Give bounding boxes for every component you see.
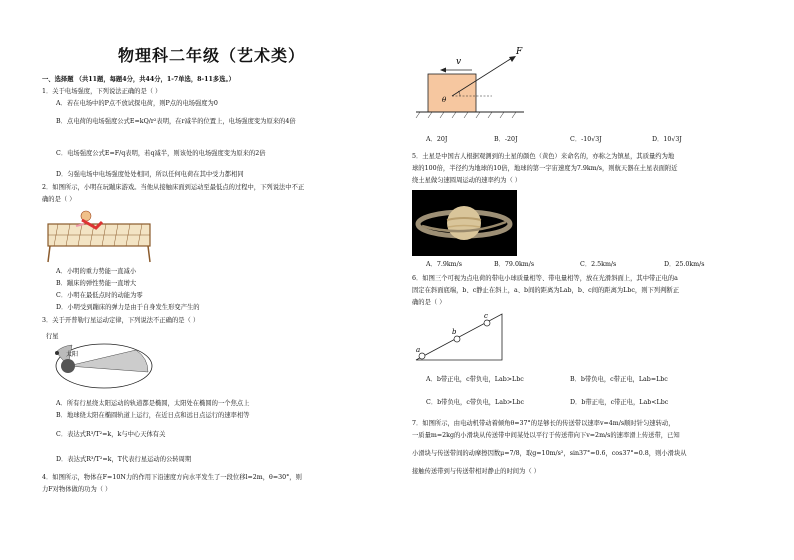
fig-theta-label: θ: [442, 96, 447, 104]
trampoline-figure: [44, 206, 154, 264]
q6-stem-line1: 6．如图三个可视为点电荷的带电小球质量相等、带电量相等，放在光滑斜面上，其中带正电的a: [412, 275, 678, 282]
q5-option-b: B．79.0km/s: [494, 261, 535, 268]
q4-stem-line2: 力F对物体做的功为（ ）: [42, 486, 112, 493]
fig-c-label: c: [484, 312, 488, 320]
q1-stem: 1．关于电场强度，下列说法正确的是（ ）: [42, 88, 162, 95]
fig-f-label: F: [516, 47, 523, 57]
q6-stem-line2: 固定在斜面底端，b、c静止在斜上，a、b间的距离为Lab，b、c间的距离为Lbc，则下列判断正: [412, 287, 679, 294]
q5-stem-line1: 5．土星是中国古人根据观测到的土星的颜色（黄色）来命名的，亦称之为镇星，其质量约为地: [412, 153, 675, 160]
saturn-image: [412, 190, 517, 256]
q4-stem-line1: 4．如图所示，物体在F=10N力的作用下沿速度方向水平发生了一段位移l=2m，θ=30°，则: [42, 474, 302, 481]
fig-sun-label: 太阳: [66, 351, 79, 358]
q4-option-b: B．-20J: [494, 136, 518, 143]
q2-option-b: B．蹦床的弹性势能一直增大: [56, 280, 137, 287]
q7-stem-line1: 7．如图所示，由电动机带动着倾角θ=37°的足够长的传送带以速率v=4m/s顺时针匀速转动，: [412, 420, 675, 427]
section-heading: 一、选择题 （共11题，每题4分，共44分，1-7单选，8-11多选。）: [42, 76, 235, 83]
q3-option-a: A．所有行星绕太阳运动的轨道都是椭圆，太阳处在椭圆的一个焦点上: [56, 400, 250, 407]
q6-option-a: A．b带正电，c带负电，Lab>Lbc: [426, 376, 524, 383]
q3-stem: 3．关于开普勒行星运动定律，下列说法不正确的是（ ）: [42, 317, 200, 324]
q1-option-a: A．若在电场中的P点不放试探电荷，则P点的电场强度为0: [56, 100, 218, 107]
q6-option-b: B．b带负电，c带正电，Lab=Lbc: [570, 376, 668, 383]
q5-stem-line2: 球的100倍，半径约为地球的10倍，地球的第一宇宙速度为7.9km/s，则航天器在土星表面附近: [412, 165, 678, 172]
q2-option-a: A．小明的重力势能一直减小: [56, 268, 137, 275]
q1-option-d: D．匀强电场中电场强度处处相同，所以任何电荷在其中受力都相同: [56, 171, 244, 178]
q7-stem-line4: 接触传送带到与传送带相对静止的时间为（ ）: [412, 468, 540, 475]
q4-option-a: A．20J: [426, 136, 448, 143]
q5-option-a: A．7.9km/s: [426, 261, 462, 268]
fig-a-label: a: [416, 346, 421, 354]
q3-option-c: C．表达式R³/T²=k，k与中心天体有关: [56, 431, 166, 438]
incline-charges-figure: [412, 308, 508, 364]
kepler-orbit-figure: [44, 328, 156, 392]
q6-option-c: C．b带负电，c带负电，Lab>Lbc: [426, 399, 525, 406]
q3-option-b: B．地球绕太阳在椭圆轨道上运行，在近日点和远日点运行的速率相等: [56, 412, 250, 419]
q5-stem-line3: 绕土星做匀速圆周运动的速率约为（ ）: [412, 177, 522, 184]
q2-option-c: C．小明在最低点时的动能为零: [56, 292, 143, 299]
q1-option-c: C．电场强度公式E=F/q表明，若q减半，则该处的电场强度变为原来的2倍: [56, 150, 266, 157]
q4-option-c: C．-10√3J: [570, 136, 602, 143]
q6-stem-line3: 确的是（ ）: [412, 299, 446, 306]
fig-b-label: b: [452, 328, 457, 336]
q2-stem-line1: 2．如图所示，小明在玩蹦床游戏。当他从接触床面到运动至最低点的过程中，下列说法中不正: [42, 184, 305, 191]
q5-option-d: D．25.0km/s: [664, 261, 705, 268]
q7-stem-line2: 一质量m=2kg的小滑块从传送带中间某处以平行于传送带向下v=2m/s的速率滑上传送带，已知: [412, 432, 680, 439]
q2-option-d: D．小明受到蹦床的弹力是由于自身发生形变产生的: [56, 304, 200, 311]
q4-option-d: D．10√3J: [652, 136, 682, 143]
fig-planet-label: 行星: [46, 333, 59, 340]
q6-option-d: D．b带正电，c带正电，Lab<Lbc: [570, 399, 669, 406]
q2-stem-line2: 确的是（ ）: [42, 196, 76, 203]
q5-option-c: C．2.5km/s: [580, 261, 617, 268]
page-title: 物理科二年级（艺术类）: [118, 46, 306, 65]
force-block-figure: [412, 44, 532, 124]
q7-stem-line3: 小滑块与传送带间的动摩擦因数μ=7/8，取g=10m/s²，sin37°=0.6，cos37°=0.8，则小滑块从: [412, 450, 687, 457]
q3-option-d: D．表达式R³/T²=k，T代表行星运动的公转周期: [56, 456, 192, 463]
q1-option-b: B．点电荷的电场强度公式E=kQ/r²表明，在r减半的位置上，电场强度变为原来的4倍: [56, 118, 296, 125]
fig-v-label: v: [456, 57, 462, 67]
